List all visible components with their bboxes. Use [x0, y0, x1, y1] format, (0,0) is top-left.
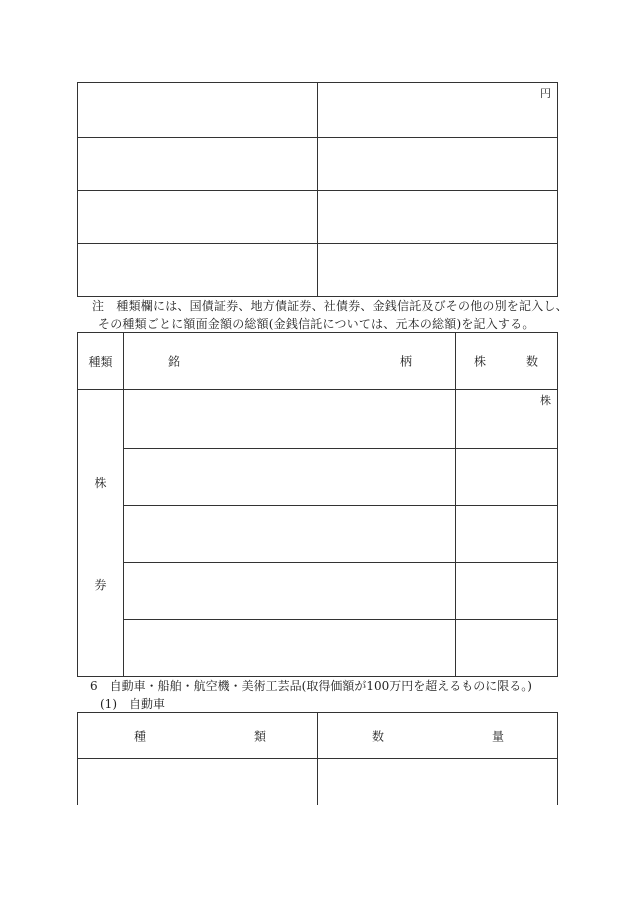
- kind-cell: [78, 390, 124, 677]
- table-row: [78, 449, 558, 506]
- table-row: [78, 390, 558, 449]
- table-cell: [78, 83, 318, 138]
- table-cell: [124, 449, 456, 506]
- car-qty-header: [318, 713, 558, 759]
- table-cell: [318, 244, 558, 297]
- table-cell: [456, 449, 558, 506]
- table-row: [78, 191, 558, 244]
- brand-header-part-2: 柄: [400, 354, 413, 369]
- table-row: [78, 244, 558, 297]
- table-row: [78, 83, 558, 138]
- table-row: [78, 759, 558, 806]
- yen-unit-label: 円: [318, 83, 558, 138]
- car-kind-header-part-2: 類: [254, 729, 267, 743]
- section-heading: 6 自動車・船舶・航空機・美術工芸品(取得価額が100万円を超えるものに限る。): [90, 679, 532, 693]
- car-qty-header-part-2: 量: [492, 729, 505, 743]
- table-row: [78, 506, 558, 563]
- car-kind-header-part-1: 種: [134, 729, 147, 743]
- brand-header-part-1: 銘: [168, 354, 181, 369]
- table-cell: [318, 138, 558, 191]
- table-cell: [124, 390, 456, 449]
- kind-label-1: 株: [94, 476, 107, 490]
- brand-header: [124, 333, 456, 390]
- table-cell: [124, 620, 456, 677]
- car-qty-header-part-1: 数: [372, 729, 385, 743]
- table-cell: [78, 138, 318, 191]
- table-cell: [78, 244, 318, 297]
- stock-table: [77, 332, 558, 677]
- subsection-heading: (1) 自動車: [100, 697, 165, 711]
- table-cell: [318, 191, 558, 244]
- table-header-row: [78, 713, 558, 759]
- count-header-part-2: 数: [526, 354, 539, 369]
- note-line-2: その種類ごとに額面金額の総額(金銭信託については、元本の総額)を記入する。: [98, 317, 535, 331]
- securities-table: [77, 82, 558, 297]
- table-cell: [124, 563, 456, 620]
- table-row: [78, 620, 558, 677]
- table-cell: [124, 506, 456, 563]
- kind-label-2: 券: [94, 578, 107, 592]
- count-header-part-1: 株: [474, 354, 487, 369]
- table-cell: [456, 563, 558, 620]
- table-row: [78, 563, 558, 620]
- car-table: [77, 712, 558, 805]
- table-header-row: [78, 333, 558, 390]
- note-line-1: 注 種類欄には、国債証券、地方債証券、社債券、金銭信託及びその他の別を記入し、: [92, 299, 568, 313]
- kind-header: 種類: [78, 333, 124, 390]
- table-cell: [456, 506, 558, 563]
- table-cell: [456, 620, 558, 677]
- table-cell: [78, 191, 318, 244]
- table-row: [78, 138, 558, 191]
- car-kind-header: [78, 713, 318, 759]
- table-cell: [78, 759, 318, 806]
- table-cell: [318, 759, 558, 806]
- share-unit-label: 株: [456, 390, 558, 449]
- count-header: [456, 333, 558, 390]
